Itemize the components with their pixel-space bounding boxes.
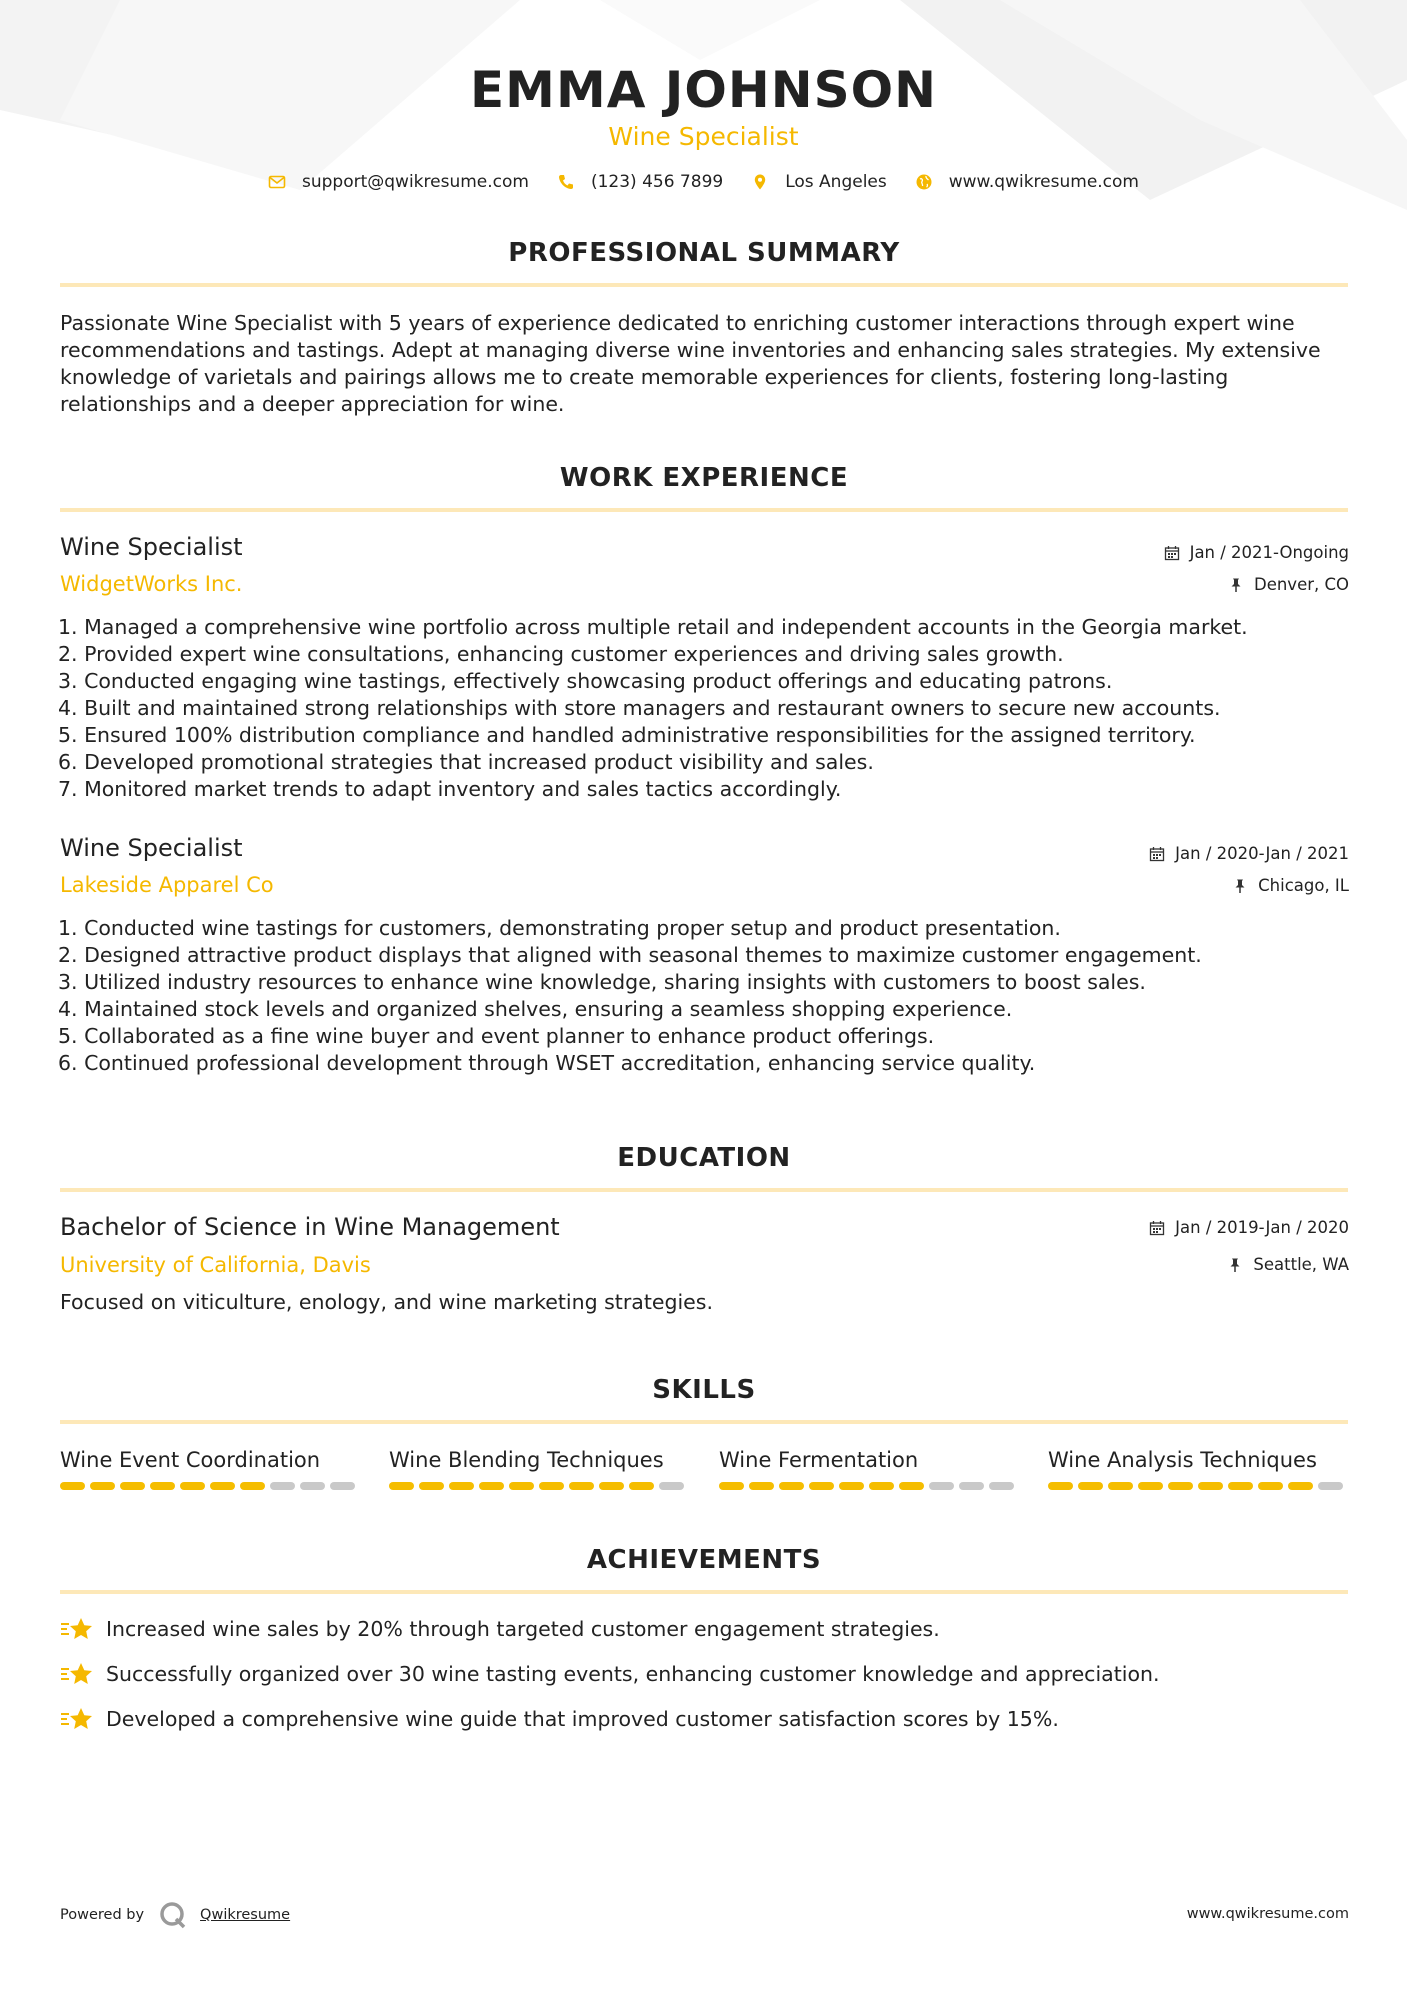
list-item: 3. Utilized industry resources to enhance wine knowledge, sharing insights with customers to boost sales.	[58, 970, 1146, 994]
job-location-text: Chicago, IL	[1258, 876, 1349, 895]
education-location-text: Seattle, WA	[1253, 1255, 1349, 1274]
job-dates-text: Jan / 2021-Ongoing	[1189, 543, 1349, 562]
star-icon	[60, 1661, 94, 1687]
skill-name: Wine Blending Techniques	[389, 1448, 664, 1472]
skill-segment-filled	[240, 1482, 265, 1490]
skill-segment-filled	[479, 1482, 504, 1490]
skill-segment-filled	[749, 1482, 774, 1490]
list-item: 2. Provided expert wine consultations, enhancing customer experiences and driving sales growth.	[58, 642, 1064, 666]
footer-powered-by	[60, 1900, 290, 1930]
pushpin-icon	[1228, 577, 1244, 593]
map-pin-icon	[751, 173, 769, 191]
experience-divider	[60, 508, 1348, 512]
contact-website[interactable]	[915, 172, 1139, 192]
achievement-item	[60, 1706, 1059, 1732]
skill-segment-filled	[90, 1482, 115, 1490]
skill-name: Wine Event Coordination	[60, 1448, 321, 1472]
skill-item	[389, 1446, 689, 1490]
list-item: 4. Built and maintained strong relationships with store managers and restaurant owners to secure new accounts.	[58, 696, 1221, 720]
skill-rating-bar	[60, 1482, 360, 1490]
job-dates	[1149, 844, 1349, 863]
contact-email[interactable]	[268, 172, 529, 192]
skill-segment-filled	[809, 1482, 834, 1490]
education-description: Focused on viticulture, enology, and wine marketing strategies.	[60, 1290, 713, 1314]
skill-segment-empty	[300, 1482, 325, 1490]
skill-segment-filled	[509, 1482, 534, 1490]
education-dates-text: Jan / 2019-Jan / 2020	[1175, 1218, 1349, 1237]
list-item: 4. Maintained stock levels and organized shelves, ensuring a seamless shopping experience.	[58, 997, 1013, 1021]
achievement-item	[60, 1616, 940, 1642]
envelope-icon	[268, 173, 286, 191]
achievements-divider	[60, 1590, 1348, 1594]
email-text: support@qwikresume.com	[302, 172, 529, 192]
skill-segment-empty	[659, 1482, 684, 1490]
candidate-name: EMMA JOHNSON	[470, 61, 937, 119]
skill-segment-empty	[959, 1482, 984, 1490]
skill-segment-filled	[1078, 1482, 1103, 1490]
summary-divider	[60, 283, 1348, 287]
list-item: 2. Designed attractive product displays that aligned with seasonal themes to maximize customer engagement.	[58, 943, 1202, 967]
contact-phone[interactable]	[557, 172, 723, 192]
location-text: Los Angeles	[785, 172, 887, 192]
skill-segment-filled	[1138, 1482, 1163, 1490]
phone-icon	[557, 173, 575, 191]
summary-text: Passionate Wine Specialist with 5 years of experience dedicated to enriching customer interactions through expert wine recommendations and tastings. Adept at managing diverse wine inventories and enhancing sales strategies. My extensive knowledge of varietals and pairings allows me to create memorable experiences for clients, fostering long-lasting relationships and a deeper appreciation for wine.	[60, 311, 1321, 416]
skill-segment-filled	[1228, 1482, 1253, 1490]
job-title: Wine Specialist	[60, 834, 243, 862]
skill-segment-filled	[60, 1482, 85, 1490]
experience-heading: WORK EXPERIENCE	[559, 463, 849, 493]
skill-segment-empty	[929, 1482, 954, 1490]
skill-rating-bar	[389, 1482, 689, 1490]
skill-item	[1048, 1446, 1348, 1490]
list-item: 5. Ensured 100% distribution compliance and handled administrative responsibilities for the assigned territory.	[58, 723, 1196, 747]
education-location	[1227, 1255, 1349, 1274]
calendar-icon	[1149, 1220, 1165, 1236]
skill-segment-filled	[629, 1482, 654, 1490]
skill-segment-filled	[719, 1482, 744, 1490]
skill-item	[60, 1446, 360, 1490]
job-dates	[1164, 543, 1349, 562]
job-location	[1232, 876, 1349, 895]
skill-segment-filled	[899, 1482, 924, 1490]
skill-segment-filled	[1258, 1482, 1283, 1490]
skill-segment-filled	[1168, 1482, 1193, 1490]
skill-segment-filled	[1288, 1482, 1313, 1490]
globe-icon	[915, 173, 933, 191]
skill-segment-empty	[1318, 1482, 1343, 1490]
skill-segment-filled	[539, 1482, 564, 1490]
job-location-text: Denver, CO	[1253, 575, 1349, 594]
achievement-item	[60, 1661, 1160, 1687]
skill-segment-filled	[569, 1482, 594, 1490]
job-responsibilities	[58, 915, 1358, 1077]
skill-segment-filled	[210, 1482, 235, 1490]
company-name: Lakeside Apparel Co	[60, 873, 274, 897]
skill-segment-filled	[1048, 1482, 1073, 1490]
qwikresume-logo-icon	[158, 1900, 188, 1930]
powered-by-label: Powered by	[60, 1907, 145, 1923]
education-heading: EDUCATION	[617, 1143, 791, 1173]
education-divider	[60, 1188, 1348, 1192]
website-text: www.qwikresume.com	[948, 172, 1139, 192]
star-icon	[60, 1706, 94, 1732]
calendar-icon	[1164, 545, 1180, 561]
skill-name: Wine Analysis Techniques	[1048, 1448, 1317, 1472]
skill-segment-filled	[449, 1482, 474, 1490]
skill-segment-filled	[779, 1482, 804, 1490]
education-dates	[1149, 1218, 1349, 1237]
list-item: 1. Conducted wine tastings for customers, demonstrating proper setup and product presentation.	[58, 916, 1061, 940]
star-icon	[60, 1616, 94, 1642]
phone-text: (123) 456 7899	[590, 172, 724, 192]
skill-segment-empty	[270, 1482, 295, 1490]
list-item: 3. Conducted engaging wine tastings, effectively showcasing product offerings and educating patrons.	[58, 669, 1113, 693]
skill-segment-filled	[419, 1482, 444, 1490]
skill-rating-bar	[719, 1482, 1019, 1490]
skill-segment-filled	[1108, 1482, 1133, 1490]
skill-segment-filled	[599, 1482, 624, 1490]
list-item: 6. Continued professional development through WSET accreditation, enhancing service quality.	[58, 1051, 1036, 1075]
list-item: 5. Collaborated as a fine wine buyer and event planner to enhance product offerings.	[58, 1024, 935, 1048]
skill-segment-filled	[839, 1482, 864, 1490]
achievement-text: Increased wine sales by 20% through targeted customer engagement strategies.	[106, 1617, 940, 1641]
company-name: WidgetWorks Inc.	[60, 572, 243, 596]
contact-location	[751, 172, 887, 192]
skill-segment-empty	[330, 1482, 355, 1490]
skill-item	[719, 1446, 1019, 1490]
pushpin-icon	[1232, 878, 1248, 894]
skill-segment-filled	[869, 1482, 894, 1490]
degree-title: Bachelor of Science in Wine Management	[60, 1213, 560, 1241]
calendar-icon	[1149, 846, 1165, 862]
list-item: 7. Monitored market trends to adapt inventory and sales tactics accordingly.	[58, 777, 842, 801]
skill-segment-filled	[120, 1482, 145, 1490]
skill-segment-filled	[150, 1482, 175, 1490]
achievement-text: Developed a comprehensive wine guide that improved customer satisfaction scores by 15%.	[106, 1707, 1059, 1731]
pushpin-icon	[1227, 1257, 1243, 1273]
skill-segment-filled	[389, 1482, 414, 1490]
skill-segment-filled	[1198, 1482, 1223, 1490]
list-item: 6. Developed promotional strategies that increased product visibility and sales.	[58, 750, 874, 774]
list-item: 1. Managed a comprehensive wine portfolio across multiple retail and independent accounts in the Georgia market.	[58, 615, 1248, 639]
achievement-text: Successfully organized over 30 wine tasting events, enhancing customer knowledge and appreciation.	[106, 1662, 1160, 1686]
candidate-title: Wine Specialist	[608, 122, 799, 151]
qwikresume-link[interactable]: Qwikresume	[200, 1907, 291, 1923]
skill-rating-bar	[1048, 1482, 1348, 1490]
skill-segment-filled	[180, 1482, 205, 1490]
job-responsibilities	[58, 614, 1358, 803]
skills-divider	[60, 1420, 1348, 1424]
skill-segment-empty	[989, 1482, 1014, 1490]
school-name: University of California, Davis	[60, 1253, 371, 1277]
job-dates-text: Jan / 2020-Jan / 2021	[1175, 844, 1349, 863]
footer-website[interactable]: www.qwikresume.com	[1186, 1906, 1349, 1922]
achievements-heading: ACHIEVEMENTS	[586, 1545, 822, 1575]
skill-name: Wine Fermentation	[719, 1448, 919, 1472]
skills-heading: SKILLS	[652, 1375, 756, 1405]
job-location	[1228, 575, 1349, 594]
summary-heading: PROFESSIONAL SUMMARY	[508, 238, 900, 268]
contact-bar	[0, 172, 1407, 192]
job-title: Wine Specialist	[60, 533, 243, 561]
